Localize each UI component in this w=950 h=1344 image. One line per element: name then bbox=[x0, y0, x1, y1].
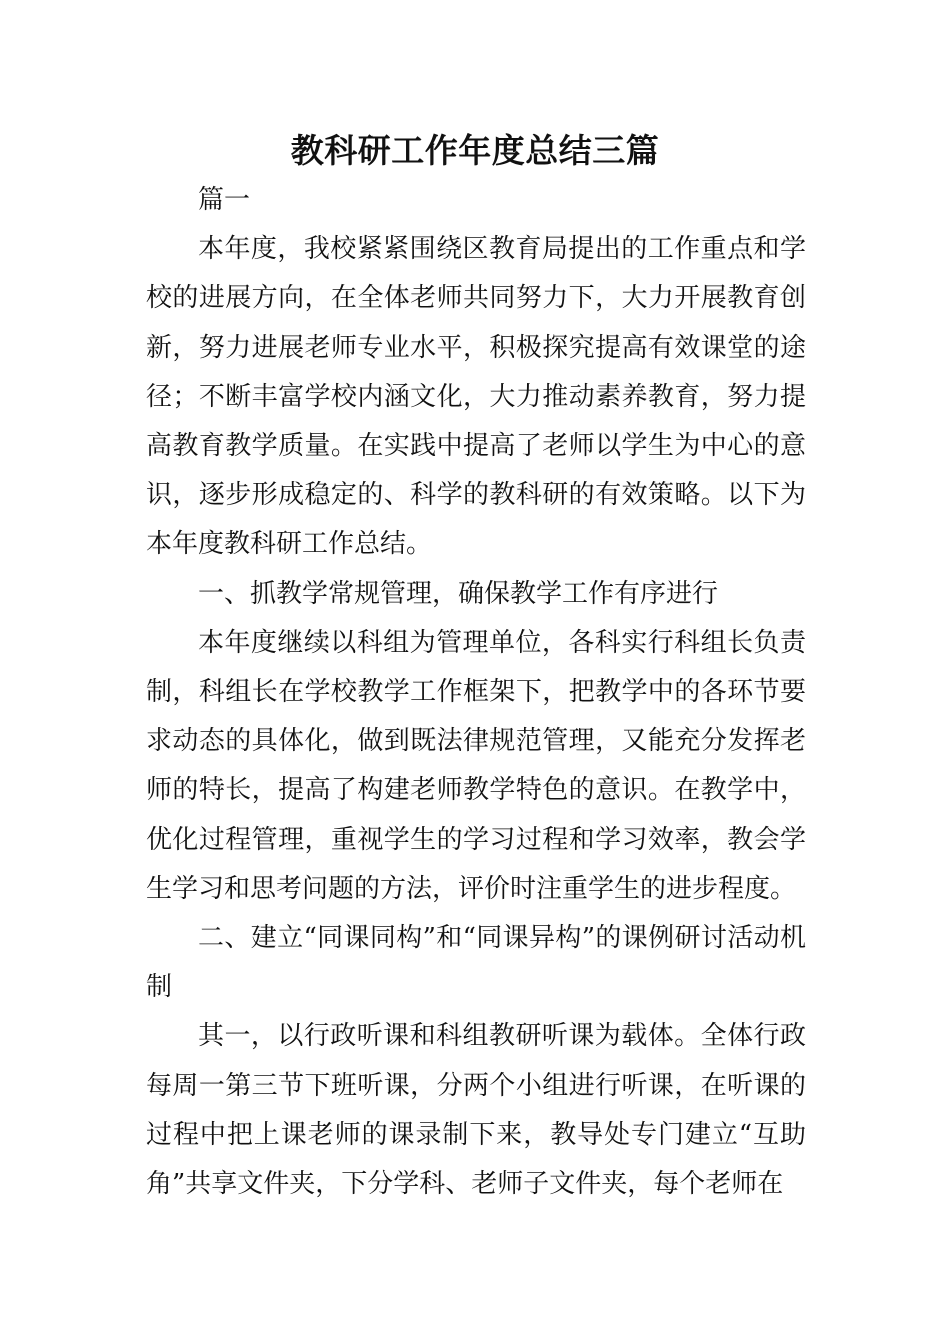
section-label: 篇一 bbox=[198, 185, 251, 215]
body-paragraph: 本年度继续以科组为管理单位，各科实行科组长负责制，科组长在学校教学工作框架下，把教学中的各环节要求动态的具体化，做到既法律规范管理，又能充分发挥老师的特长，提高了构建老师教学特色的意识。在教学中，优化过程管理，重视学生的学习过程和学习效率，教会学生学习和思考问题的方法，评价时注重学生的进步程度。 bbox=[146, 627, 806, 904]
document-title: 教科研工作年度总结三篇 bbox=[290, 131, 660, 170]
section-heading: 一、抓教学常规管理，确保教学工作有序进行 bbox=[198, 578, 719, 609]
body-paragraph: 其一，以行政听课和科组教研听课为载体。全体行政每周一第三节下班听课，分两个小组进行听课，在听课的过程中把上课老师的课录制下来，教导处专门建立“互助角”共享文件夹，下分学科、老师子文件夹，每个老师在 bbox=[146, 1021, 806, 1200]
body-paragraph: 本年度，我校紧紧围绕区教育局提出的工作重点和学校的进展方向，在全体老师共同努力下，大力开展教育创新，努力进展老师专业水平，积极探究提高有效课堂的途径；不断丰富学校内涵文化，大力推动素养教育，努力提高教育教学质量。在实践中提高了老师以学生为中心的意识，逐步形成稳定的、科学的教科研的有效策略。以下为本年度教科研工作总结。 bbox=[146, 234, 806, 560]
section-heading: 二、建立“同课同构”和“同课异构”的课例研讨活动机制 bbox=[146, 923, 806, 1003]
document-body bbox=[146, 176, 806, 1209]
